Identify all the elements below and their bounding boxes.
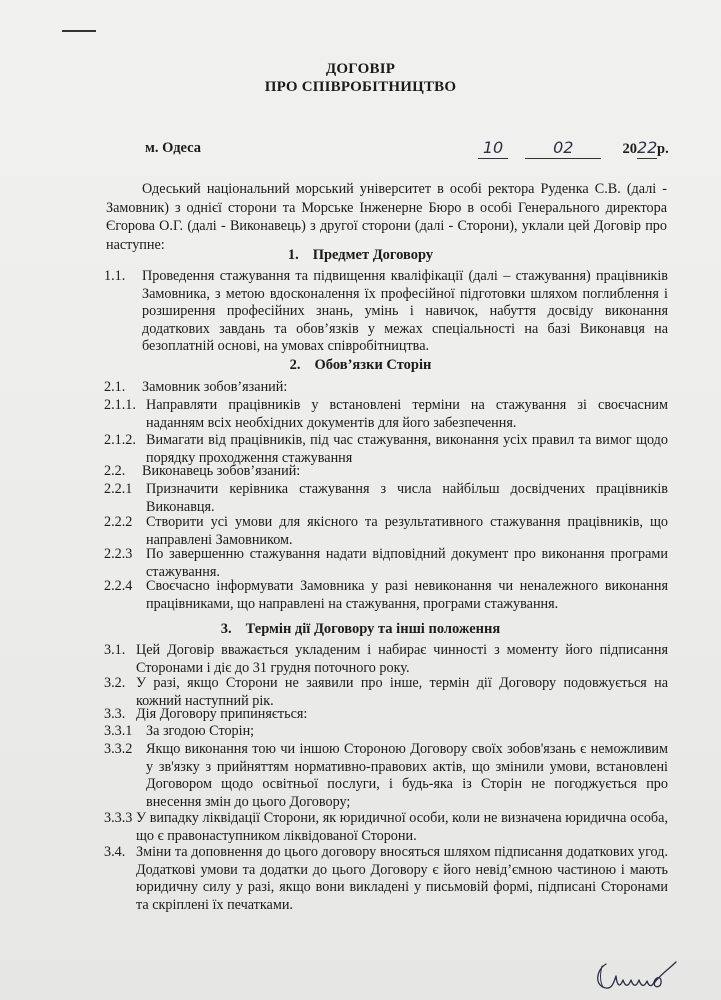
clause-number: 2.2.4 bbox=[104, 578, 133, 594]
clause-2-2-4 bbox=[104, 578, 668, 613]
section-number: 3. bbox=[220, 621, 232, 637]
clause-number: 2.2.3 bbox=[104, 546, 133, 562]
date-year-prefix: 20 bbox=[622, 141, 637, 157]
date-day-field bbox=[478, 138, 508, 159]
clause-number: 3.3. bbox=[104, 706, 126, 722]
clause-text: Створити усі умови для якісного та результативного стажування працівників, що направлені Замовником. bbox=[146, 514, 668, 548]
clause-3-3-2 bbox=[104, 741, 668, 811]
clause-number: 1.1. bbox=[104, 268, 126, 284]
clause-number: 3.3.1 bbox=[104, 723, 133, 739]
clause-number: 2.2.1 bbox=[104, 481, 133, 497]
clause-number: 3.3.2 bbox=[104, 741, 133, 757]
section-1-heading bbox=[0, 247, 721, 264]
section-3-heading bbox=[0, 621, 721, 638]
clause-text: Замовник зобов’язаний: bbox=[142, 379, 288, 395]
clause-text: Якщо виконання тою чи іншою Стороною Договору своїх зобов'язань є неможливим у зв'язку з прийняттям нормативно-правових актів, що змінили умови, встановлені Договором щодо освітньої послуги, і будь-яка із Сторін не погоджується про внесення змін до цього Договору; bbox=[146, 741, 668, 810]
city-label: м. Одеса bbox=[145, 140, 202, 156]
section-title: Обов’язки Сторін bbox=[314, 357, 432, 373]
clause-2-1 bbox=[104, 379, 668, 397]
document-title: ДОГОВІР bbox=[325, 61, 396, 77]
clause-text: По завершенню стажування надати відповідний документ про виконання програми стажування. bbox=[146, 546, 668, 580]
clause-2-2 bbox=[104, 463, 668, 481]
contract-date bbox=[478, 138, 669, 159]
clause-text: Вимагати від працівників, під час стажування, виконання усіх правил та вимог щодо порядку проходження стажування bbox=[146, 432, 668, 466]
section-title: Термін дії Договору та інші положення bbox=[245, 621, 501, 637]
clause-3-4 bbox=[104, 844, 668, 914]
clause-text: Цей Договір вважається укладеним і набирає чинності з моменту його підписання Сторонами і діє до 31 грудня поточного року. bbox=[136, 642, 668, 676]
clause-text: Зміни та доповнення до цього договору вносяться шляхом підписання додаткових угод. Додаткові умови та додатки до цього Договору є його невід’ємною частиною і мають юридичну силу у разі, якщо вони викладені у письмовій формі, підписані Сторонами та скріплені їх печатками. bbox=[136, 844, 668, 913]
clause-number: 2.1.2. bbox=[104, 432, 136, 448]
clause-text: Дія Договору припиняється: bbox=[136, 706, 308, 722]
clause-3-1 bbox=[104, 642, 668, 677]
clause-number: 3.2. bbox=[104, 675, 126, 691]
signature-mark bbox=[592, 958, 682, 994]
clause-number: 3.4. bbox=[104, 844, 126, 860]
clause-2-1-2 bbox=[104, 432, 668, 467]
section-number: 1. bbox=[287, 247, 299, 263]
clause-text: Виконавець зобов’язаний: bbox=[142, 463, 301, 479]
clause-text: За згодою Сторін; bbox=[146, 723, 255, 739]
section-title: Предмет Договору bbox=[312, 247, 434, 263]
clause-text: Направляти працівників у встановлені терміни на стажування зі своєчасним наданням всіх необхідних документів для його забезпечення. bbox=[146, 397, 668, 431]
clause-number: 3.3.3 bbox=[104, 810, 133, 826]
clause-2-1-1 bbox=[104, 397, 668, 432]
clause-number: 2.1. bbox=[104, 379, 126, 395]
date-year-suffix: 22 bbox=[637, 138, 658, 157]
clause-2-2-1 bbox=[104, 481, 668, 516]
date-year-end: р. bbox=[657, 141, 669, 157]
clause-3-3-1 bbox=[104, 723, 668, 741]
corner-mark bbox=[62, 30, 96, 32]
clause-text: Проведення стажування та підвищення кваліфікації (далі – стажування) працівників Замовника, з метою вдосконалення їх професійної підготовки шляхом поглиблення і розширення професійних знань, умінь і навичок, набуття досвіду виконання додаткових завдань та обов’язків у межах спеціальності на базі Виконавця на безоплатній основі, на умовах співробітництва. bbox=[142, 268, 668, 354]
clause-text: Своєчасно інформувати Замовника у разі невиконання чи неналежного виконання працівниками, що направлені на стажування, програми стажування. bbox=[146, 578, 668, 612]
date-month-field bbox=[525, 138, 601, 159]
clause-3-3 bbox=[104, 706, 668, 724]
section-number: 2. bbox=[289, 357, 301, 373]
clause-number: 2.2. bbox=[104, 463, 126, 479]
document-subtitle: ПРО СПІВРОБІТНИЦТВО bbox=[264, 79, 457, 95]
date-month: 02 bbox=[553, 138, 574, 157]
clause-text: У випадку ліквідації Сторони, як юридичної особи, коли не визначена юридична особа, що є правонаступником ліквідованої Сторони. bbox=[136, 810, 668, 844]
clause-number: 2.2.2 bbox=[104, 514, 133, 530]
clause-3-2 bbox=[104, 675, 668, 710]
clause-number: 3.1. bbox=[104, 642, 126, 658]
clause-text: Призначити керівника стажування з числа найбільш досвідчених працівників Виконавця. bbox=[146, 481, 668, 515]
clause-1-1 bbox=[104, 268, 668, 354]
date-year-field bbox=[637, 138, 657, 159]
date-day: 10 bbox=[482, 138, 504, 157]
clause-text: У разі, якщо Сторони не заявили про інше, термін дії Договору подовжується на кожний наступний рік. bbox=[136, 675, 668, 709]
clause-2-2-2 bbox=[104, 514, 668, 549]
intro-paragraph: Одеський національний морський університет в особі ректора Руденка С.В. (далі - Замовник) з однієї сторони та Морське Інженерне Бюро в особі Генерального директора Єгорова О.Г. (далі - Виконавець) з другої сторони (далі - Сторони), уклали цей Договір про наступне: bbox=[106, 181, 667, 253]
section-2-heading bbox=[0, 357, 721, 374]
clause-3-3-3 bbox=[104, 810, 668, 845]
clause-number: 2.1.1. bbox=[104, 397, 136, 413]
clause-2-2-3 bbox=[104, 546, 668, 581]
